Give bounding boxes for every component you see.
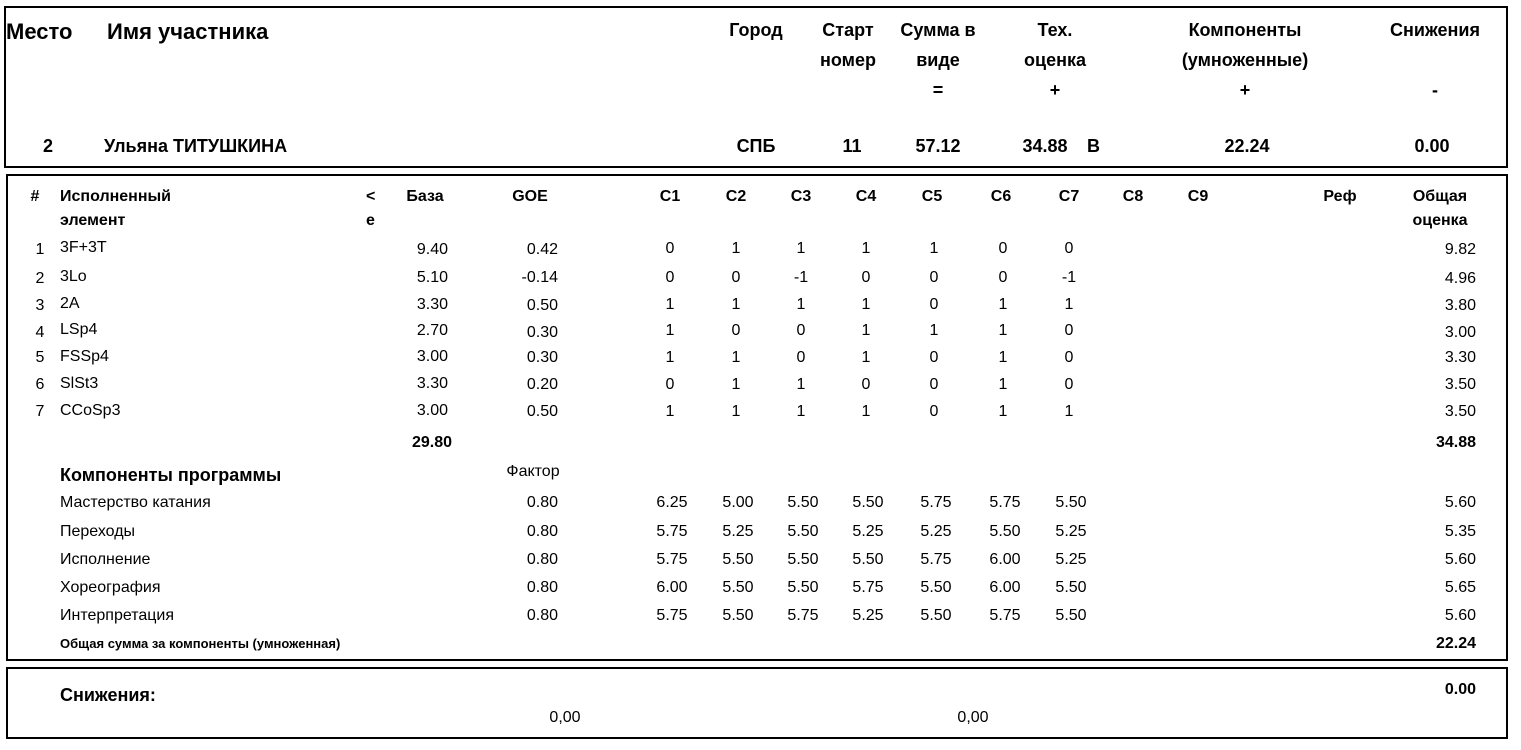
component-judge-c1: 5.75 bbox=[656, 551, 688, 568]
col-judge-header: C7 bbox=[1058, 188, 1080, 205]
city-header: Город bbox=[729, 20, 783, 40]
element-judge-c3: 0 bbox=[796, 349, 806, 366]
element-goe: 0.50 bbox=[526, 403, 558, 420]
comp-header-sign: + bbox=[1239, 80, 1251, 100]
element-judge-c7: 1 bbox=[1064, 403, 1074, 420]
element-name: LSp4 bbox=[60, 321, 98, 338]
element-judge-c3: 0 bbox=[796, 322, 806, 339]
element-judge-c6: 1 bbox=[998, 349, 1008, 366]
component-judge-c1: 5.75 bbox=[656, 523, 688, 540]
element-goe: -0.14 bbox=[521, 269, 558, 286]
component-judge-c7: 5.25 bbox=[1055, 523, 1087, 540]
col-num-header: # bbox=[30, 188, 40, 205]
element-judge-c2: 1 bbox=[731, 376, 741, 393]
skater-start-number: 11 bbox=[842, 136, 862, 156]
element-score: 3.80 bbox=[1444, 297, 1476, 314]
element-judge-c1: 1 bbox=[665, 349, 675, 366]
col-goe-header: GOE bbox=[512, 188, 548, 205]
component-judge-c5: 5.75 bbox=[920, 551, 952, 568]
elements-score-total: 34.88 bbox=[1435, 434, 1476, 451]
tech-header-2: оценка bbox=[1024, 50, 1086, 70]
element-judge-c1: 0 bbox=[665, 376, 675, 393]
element-judge-c5: 0 bbox=[929, 296, 939, 313]
component-judge-c2: 5.25 bbox=[722, 523, 754, 540]
total-header-2: виде bbox=[916, 50, 960, 70]
element-judge-c3: 1 bbox=[796, 240, 806, 257]
col-judge-header: C9 bbox=[1187, 188, 1209, 205]
components-total-label: Общая сумма за компоненты (умноженная) bbox=[60, 636, 341, 651]
name-header: Имя участника bbox=[107, 19, 269, 44]
element-judge-c7: 0 bbox=[1064, 322, 1074, 339]
element-judge-c1: 1 bbox=[665, 403, 675, 420]
element-judge-c6: 1 bbox=[998, 376, 1008, 393]
deductions-box bbox=[6, 667, 1508, 739]
element-num: 3 bbox=[35, 297, 45, 314]
element-name: SlSt3 bbox=[60, 375, 99, 392]
element-goe: 0.42 bbox=[526, 241, 558, 258]
element-judge-c4: 1 bbox=[861, 240, 871, 257]
element-judge-c6: 1 bbox=[998, 322, 1008, 339]
element-name: 3F+3T bbox=[60, 239, 107, 256]
deductions-total: 0.00 bbox=[1444, 681, 1476, 698]
component-judge-c5: 5.50 bbox=[920, 579, 952, 596]
element-goe: 0.30 bbox=[526, 324, 558, 341]
skater-city: СПБ bbox=[736, 136, 776, 156]
element-judge-c7: 0 bbox=[1064, 376, 1074, 393]
component-judge-c5: 5.25 bbox=[920, 523, 952, 540]
col-judge-header: C8 bbox=[1122, 188, 1144, 205]
component-factor: 0.80 bbox=[526, 494, 558, 511]
element-judge-c2: 0 bbox=[731, 322, 741, 339]
component-judge-c6: 5.75 bbox=[989, 494, 1021, 511]
tech-header-1: Тех. bbox=[1037, 20, 1073, 40]
comp-header-1: Компоненты bbox=[1188, 20, 1302, 40]
component-name: Исполнение bbox=[60, 551, 151, 568]
col-element-header-2: элемент bbox=[60, 212, 126, 229]
element-score: 3.50 bbox=[1444, 403, 1476, 420]
element-judge-c5: 0 bbox=[929, 269, 939, 286]
element-goe: 0.50 bbox=[526, 297, 558, 314]
component-judge-c3: 5.75 bbox=[787, 607, 819, 624]
component-name: Мастерство катания bbox=[60, 494, 211, 511]
component-score: 5.65 bbox=[1444, 579, 1476, 596]
element-judge-c4: 0 bbox=[861, 376, 871, 393]
element-judge-c4: 1 bbox=[861, 322, 871, 339]
element-base: 9.40 bbox=[416, 241, 448, 258]
component-judge-c7: 5.50 bbox=[1055, 607, 1087, 624]
element-base: 3.00 bbox=[416, 402, 448, 419]
element-judge-c4: 1 bbox=[861, 349, 871, 366]
element-num: 4 bbox=[35, 324, 45, 341]
element-name: FSSp4 bbox=[60, 348, 109, 365]
element-judge-c5: 1 bbox=[929, 240, 939, 257]
ded-header-sign: - bbox=[1432, 80, 1438, 100]
component-factor: 0.80 bbox=[526, 579, 558, 596]
component-judge-c4: 5.25 bbox=[852, 523, 884, 540]
start-header-1: Старт bbox=[822, 20, 874, 40]
component-judge-c2: 5.50 bbox=[722, 551, 754, 568]
element-num: 5 bbox=[35, 349, 45, 366]
component-score: 5.60 bbox=[1444, 494, 1476, 511]
component-judge-c1: 6.00 bbox=[656, 579, 688, 596]
component-score: 5.35 bbox=[1444, 523, 1476, 540]
component-judge-c6: 5.50 bbox=[989, 523, 1021, 540]
col-judge-header: C2 bbox=[725, 188, 747, 205]
components-title: Компоненты программы bbox=[60, 465, 282, 485]
skater-place: 2 bbox=[42, 136, 53, 156]
element-score: 3.50 bbox=[1444, 376, 1476, 393]
component-factor: 0.80 bbox=[526, 607, 558, 624]
element-judge-c7: 0 bbox=[1064, 349, 1074, 366]
comp-header-2: (умноженные) bbox=[1181, 50, 1309, 70]
element-judge-c6: 1 bbox=[998, 296, 1008, 313]
element-num: 1 bbox=[35, 241, 45, 258]
element-judge-c5: 0 bbox=[929, 403, 939, 420]
component-judge-c2: 5.00 bbox=[722, 494, 754, 511]
skater-tech-flag: B bbox=[1087, 136, 1100, 156]
start-header-2: номер bbox=[820, 50, 876, 70]
col-element-header-1: Исполненный bbox=[60, 188, 171, 205]
component-score: 5.60 bbox=[1444, 607, 1476, 624]
element-name: 3Lo bbox=[60, 268, 87, 285]
element-goe: 0.20 bbox=[526, 376, 558, 393]
element-num: 2 bbox=[35, 270, 45, 287]
component-judge-c4: 5.50 bbox=[852, 494, 884, 511]
element-judge-c2: 1 bbox=[731, 403, 741, 420]
element-judge-c5: 1 bbox=[929, 322, 939, 339]
element-base: 3.00 bbox=[416, 348, 448, 365]
component-judge-c3: 5.50 bbox=[787, 551, 819, 568]
skater-name: Ульяна ТИТУШКИНА bbox=[104, 136, 288, 156]
element-base: 2.70 bbox=[416, 322, 448, 339]
element-judge-c6: 1 bbox=[998, 403, 1008, 420]
col-score-header-1: Общая bbox=[1412, 188, 1468, 205]
component-judge-c3: 5.50 bbox=[787, 494, 819, 511]
element-judge-c3: 1 bbox=[796, 296, 806, 313]
element-judge-c1: 0 bbox=[665, 240, 675, 257]
element-base: 3.30 bbox=[416, 296, 448, 313]
col-ref-header: Реф bbox=[1323, 188, 1357, 205]
element-judge-c1: 1 bbox=[665, 322, 675, 339]
col-judge-header: C1 bbox=[659, 188, 681, 205]
component-judge-c6: 5.75 bbox=[989, 607, 1021, 624]
element-num: 7 bbox=[35, 403, 45, 420]
component-judge-c3: 5.50 bbox=[787, 579, 819, 596]
element-score: 9.82 bbox=[1444, 241, 1476, 258]
component-judge-c3: 5.50 bbox=[787, 523, 819, 540]
col-judge-header: C3 bbox=[790, 188, 812, 205]
skater-tech-score: 34.88 bbox=[1022, 136, 1068, 156]
element-judge-c3: -1 bbox=[793, 269, 809, 286]
factor-header: Фактор bbox=[506, 463, 560, 480]
skater-total-score: 57.12 bbox=[915, 136, 961, 156]
element-judge-c4: 0 bbox=[861, 269, 871, 286]
col-info-header-2: е bbox=[366, 212, 375, 229]
skater-deductions: 0.00 bbox=[1414, 136, 1450, 156]
component-judge-c1: 5.75 bbox=[656, 607, 688, 624]
element-base: 3.30 bbox=[416, 375, 448, 392]
deductions-label: Снижения: bbox=[60, 685, 156, 705]
element-judge-c2: 0 bbox=[731, 269, 741, 286]
element-num: 6 bbox=[35, 376, 45, 393]
element-judge-c7: -1 bbox=[1061, 269, 1077, 286]
element-judge-c1: 1 bbox=[665, 296, 675, 313]
tech-header-sign: + bbox=[1049, 80, 1061, 100]
component-judge-c7: 5.50 bbox=[1055, 579, 1087, 596]
component-factor: 0.80 bbox=[526, 551, 558, 568]
component-judge-c5: 5.75 bbox=[920, 494, 952, 511]
component-score: 5.60 bbox=[1444, 551, 1476, 568]
component-judge-c4: 5.50 bbox=[852, 551, 884, 568]
col-score-header-2: оценка bbox=[1412, 212, 1468, 229]
element-score: 4.96 bbox=[1444, 270, 1476, 287]
component-judge-c4: 5.25 bbox=[852, 607, 884, 624]
element-judge-c2: 1 bbox=[731, 296, 741, 313]
element-judge-c7: 1 bbox=[1064, 296, 1074, 313]
element-judge-c6: 0 bbox=[998, 269, 1008, 286]
element-judge-c7: 0 bbox=[1064, 240, 1074, 257]
element-judge-c5: 0 bbox=[929, 376, 939, 393]
component-judge-c2: 5.50 bbox=[722, 579, 754, 596]
element-base: 5.10 bbox=[416, 269, 448, 286]
element-judge-c4: 1 bbox=[861, 403, 871, 420]
deduction-value: 0,00 bbox=[549, 709, 581, 726]
element-judge-c6: 0 bbox=[998, 240, 1008, 257]
base-total: 29.80 bbox=[411, 434, 452, 451]
element-name: CCoSp3 bbox=[60, 402, 121, 419]
element-score: 3.00 bbox=[1444, 324, 1476, 341]
component-name: Хореография bbox=[60, 579, 161, 596]
component-judge-c7: 5.25 bbox=[1055, 551, 1087, 568]
col-base-header: База bbox=[406, 188, 444, 205]
element-judge-c2: 1 bbox=[731, 349, 741, 366]
component-judge-c5: 5.50 bbox=[920, 607, 952, 624]
place-header: Место bbox=[6, 19, 73, 44]
skater-comp-score: 22.24 bbox=[1224, 136, 1270, 156]
element-judge-c5: 0 bbox=[929, 349, 939, 366]
total-header-1: Сумма в bbox=[900, 20, 976, 40]
component-factor: 0.80 bbox=[526, 523, 558, 540]
deduction-value: 0,00 bbox=[957, 709, 989, 726]
element-score: 3.30 bbox=[1444, 349, 1476, 366]
component-judge-c2: 5.50 bbox=[722, 607, 754, 624]
component-judge-c6: 6.00 bbox=[989, 551, 1021, 568]
element-judge-c3: 1 bbox=[796, 376, 806, 393]
component-judge-c4: 5.75 bbox=[852, 579, 884, 596]
component-judge-c1: 6.25 bbox=[656, 494, 688, 511]
total-header-sign: = bbox=[932, 80, 944, 100]
ded-header: Снижения bbox=[1390, 20, 1480, 40]
col-judge-header: C4 bbox=[855, 188, 877, 205]
element-judge-c3: 1 bbox=[796, 403, 806, 420]
components-total: 22.24 bbox=[1435, 635, 1476, 652]
element-judge-c4: 1 bbox=[861, 296, 871, 313]
col-judge-header: C6 bbox=[990, 188, 1012, 205]
component-judge-c7: 5.50 bbox=[1055, 494, 1087, 511]
component-name: Переходы bbox=[60, 523, 136, 540]
element-goe: 0.30 bbox=[526, 349, 558, 366]
element-judge-c1: 0 bbox=[665, 269, 675, 286]
col-info-header-1: < bbox=[366, 188, 376, 205]
component-judge-c6: 6.00 bbox=[989, 579, 1021, 596]
component-name: Интерпретация bbox=[60, 607, 175, 624]
col-judge-header: C5 bbox=[921, 188, 943, 205]
element-name: 2A bbox=[60, 295, 80, 312]
element-judge-c2: 1 bbox=[731, 240, 741, 257]
